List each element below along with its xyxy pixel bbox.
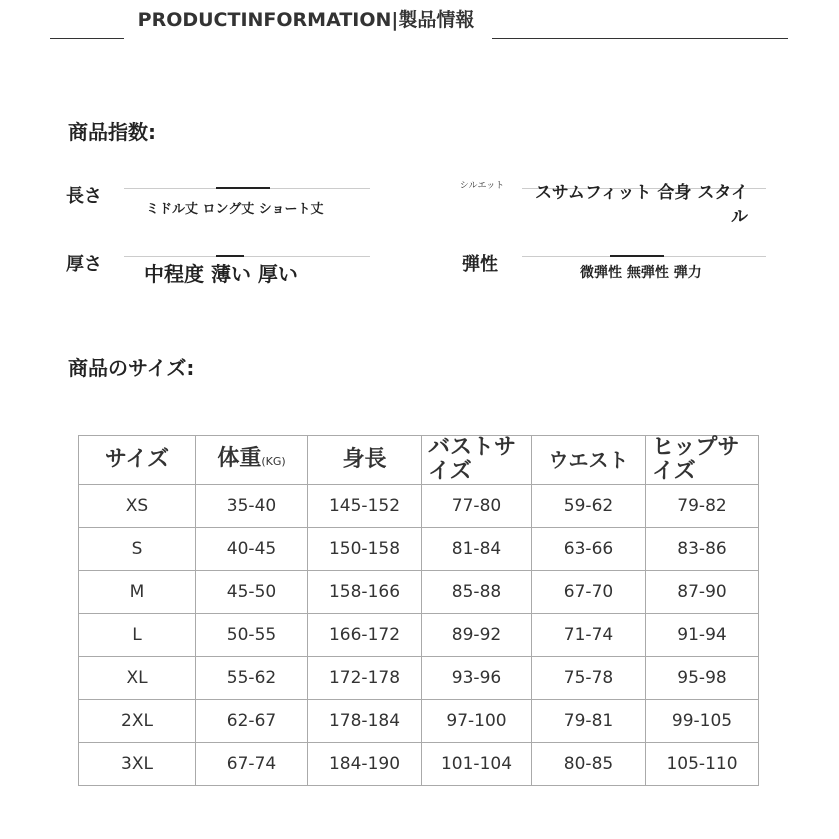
cell-hip: 79-82: [646, 485, 759, 528]
header-title: PRODUCTINFORMATION|製品情報: [137, 9, 475, 31]
table-row: [79, 614, 759, 657]
cell-weight: 40-45: [196, 528, 308, 571]
cell-size: XL: [79, 657, 196, 700]
cell-height: 166-172: [308, 614, 422, 657]
cell-hip: 95-98: [646, 657, 759, 700]
cell-size: M: [79, 571, 196, 614]
header-weight: [196, 436, 308, 485]
header-weight-label: 体重: [217, 445, 262, 471]
cell-weight: 35-40: [196, 485, 308, 528]
cell-hip: 83-86: [646, 528, 759, 571]
attr-elasticity-label: 弾性: [462, 254, 498, 275]
cell-waist: 59-62: [532, 485, 646, 528]
header-bust: バストサイズ: [422, 436, 532, 485]
header-hip: ヒップサイズ: [646, 436, 759, 485]
attr-silhouette-label: シルエット: [459, 181, 505, 191]
cell-size: 2XL: [79, 700, 196, 743]
cell-size: S: [79, 528, 196, 571]
cell-waist: 63-66: [532, 528, 646, 571]
table-row: [79, 485, 759, 528]
cell-height: 150-158: [308, 528, 422, 571]
header-size: サイズ: [79, 436, 196, 485]
attr-thickness-line: [124, 256, 370, 257]
cell-bust: 93-96: [422, 657, 532, 700]
table-row: [79, 743, 759, 786]
cell-waist: 80-85: [532, 743, 646, 786]
header-line-right: [492, 38, 788, 39]
cell-hip: 87-90: [646, 571, 759, 614]
cell-weight: 45-50: [196, 571, 308, 614]
attr-length-marker: [216, 187, 270, 189]
size-table-header-row: [79, 436, 759, 485]
table-row: [79, 571, 759, 614]
cell-height: 178-184: [308, 700, 422, 743]
attr-silhouette-options: スサムフィット 合身 スタイル: [535, 183, 748, 227]
cell-bust: 97-100: [422, 700, 532, 743]
header-height: 身長: [308, 436, 422, 485]
cell-height: 158-166: [308, 571, 422, 614]
table-row: [79, 528, 759, 571]
cell-height: 145-152: [308, 485, 422, 528]
header-line-left: [50, 38, 124, 39]
table-row: [79, 700, 759, 743]
cell-waist: 75-78: [532, 657, 646, 700]
cell-hip: 99-105: [646, 700, 759, 743]
cell-bust: 101-104: [422, 743, 532, 786]
attr-elasticity-options: 微弾性 無弾性 弾力: [580, 265, 702, 281]
attr-length-label: 長さ: [66, 186, 102, 207]
cell-waist: 67-70: [532, 571, 646, 614]
cell-weight: 55-62: [196, 657, 308, 700]
attr-thickness-label: 厚さ: [66, 254, 102, 275]
attr-elasticity-marker: [610, 255, 664, 257]
header-weight-unit: (KG): [261, 454, 286, 468]
cell-bust: 81-84: [422, 528, 532, 571]
cell-weight: 67-74: [196, 743, 308, 786]
cell-bust: 77-80: [422, 485, 532, 528]
cell-height: 184-190: [308, 743, 422, 786]
header-waist: ウエスト: [532, 436, 646, 485]
attr-length-options: ミドル丈 ロング丈 ショート丈: [146, 202, 324, 217]
size-table: [78, 435, 759, 786]
cell-size: 3XL: [79, 743, 196, 786]
cell-bust: 89-92: [422, 614, 532, 657]
cell-hip: 91-94: [646, 614, 759, 657]
size-section-title: 商品のサイズ:: [68, 356, 195, 380]
cell-hip: 105-110: [646, 743, 759, 786]
attr-thickness-options: 中程度 薄い 厚い: [144, 262, 298, 286]
cell-weight: 62-67: [196, 700, 308, 743]
cell-waist: 71-74: [532, 614, 646, 657]
cell-height: 172-178: [308, 657, 422, 700]
table-row: [79, 657, 759, 700]
cell-waist: 79-81: [532, 700, 646, 743]
cell-size: L: [79, 614, 196, 657]
attr-thickness-marker: [216, 255, 244, 257]
cell-weight: 50-55: [196, 614, 308, 657]
cell-bust: 85-88: [422, 571, 532, 614]
cell-size: XS: [79, 485, 196, 528]
index-section-title: 商品指数:: [68, 120, 156, 144]
